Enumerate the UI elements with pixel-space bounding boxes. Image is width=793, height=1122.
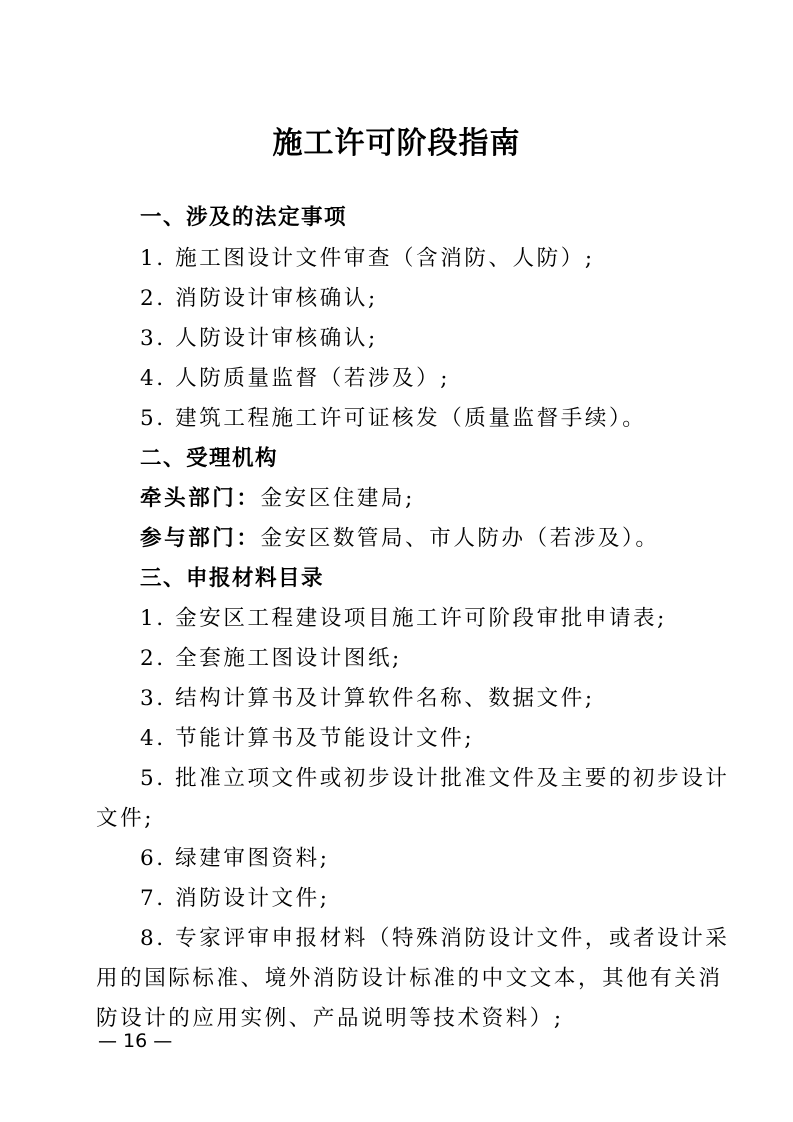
- lead-department-value: 金安区住建局;: [260, 486, 415, 511]
- material-item: 6. 绿建审图资料;: [140, 846, 330, 871]
- page-title: 施工许可阶段指南: [272, 126, 521, 161]
- lead-department-row: [140, 488, 415, 510]
- material-item-continuation: 文件;: [96, 806, 155, 831]
- legal-matter-item: 1. 施工图设计文件审查（含消防、人防）;: [140, 246, 595, 271]
- section-heading-legal-matters: 一、涉及的法定事项: [140, 205, 348, 230]
- material-item: 8. 专家评审申报材料（特殊消防设计文件，或者设计采: [140, 926, 730, 951]
- material-item: 3. 结构计算书及计算软件名称、数据文件;: [140, 686, 595, 711]
- legal-matter-item: 3. 人防设计审核确认;: [140, 326, 378, 351]
- section-heading-agencies: 二、受理机构: [140, 446, 279, 471]
- participant-department-value: 金安区数管局、市人防办（若涉及）。: [260, 526, 660, 551]
- material-item-continuation: 用的国际标准、境外消防设计标准的中文文本，其他有关消: [96, 966, 723, 991]
- material-item: 7. 消防设计文件;: [140, 886, 330, 911]
- legal-matter-item: 2. 消防设计审核确认;: [140, 286, 378, 311]
- material-item: 1. 金安区工程建设项目施工许可阶段审批申请表;: [140, 606, 667, 631]
- participant-department-label: 参与部门：: [140, 526, 261, 551]
- material-item: 5. 批准立项文件或初步设计批准文件及主要的初步设计: [140, 766, 730, 791]
- legal-matter-item: 5. 建筑工程施工许可证核发（质量监督手续）。: [140, 406, 647, 431]
- participant-department-row: [140, 528, 659, 550]
- legal-matter-item: 4. 人防质量监督（若涉及）;: [140, 366, 451, 391]
- page-number: — 16 —: [98, 1030, 173, 1052]
- material-item: 4. 节能计算书及节能设计文件;: [140, 726, 475, 751]
- material-item-continuation: 防设计的应用实例、产品说明等技术资料）;: [96, 1006, 564, 1031]
- section-heading-materials: 三、申报材料目录: [140, 566, 325, 591]
- lead-department-label: 牵头部门：: [140, 486, 261, 511]
- material-item: 2. 全套施工图设计图纸;: [140, 646, 402, 671]
